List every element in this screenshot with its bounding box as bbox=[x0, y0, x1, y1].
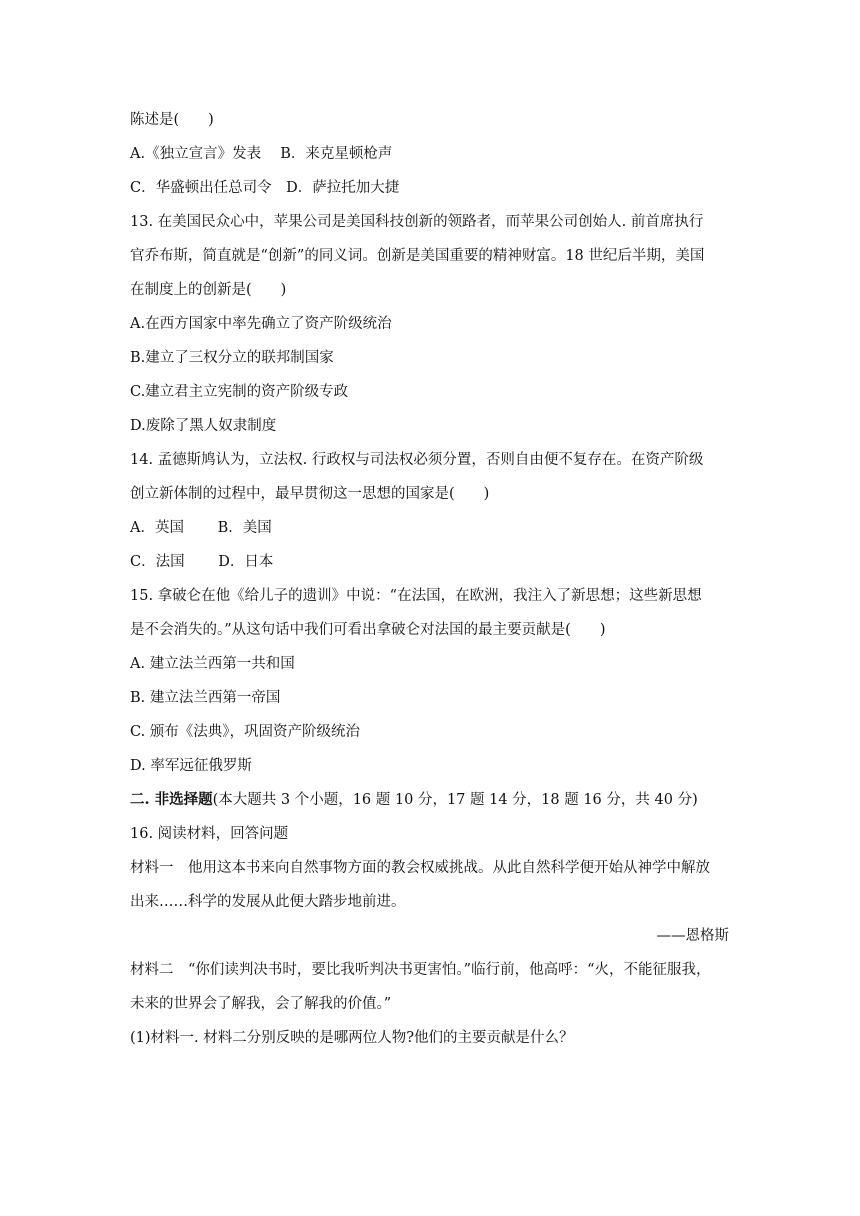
q14-options-cd: C．法国 D．日本 bbox=[130, 554, 274, 570]
q13-stem-line-2: 官乔布斯，简直就是“创新”的同义词。创新是美国重要的精神财富。18 世纪后半期，美国 bbox=[130, 248, 705, 264]
q16-instruction: 16. 阅读材料，回答问题 bbox=[130, 826, 289, 842]
q14-stem-line-1: 14. 孟德斯鸠认为，立法权. 行政权与司法权必须分置，否则自由便不复存在。在资产阶级 bbox=[130, 452, 704, 468]
q15-option-b: B. 建立法兰西第一帝国 bbox=[130, 690, 281, 706]
section-heading-title: 二. 非选择题 bbox=[130, 791, 213, 808]
q13-stem-line-3: 在制度上的创新是( ) bbox=[130, 282, 287, 298]
q12-options-ab: A.《独立宣言》发表 B．来克星顿枪声 bbox=[130, 146, 393, 162]
q14-options-ab: A．英国 B．美国 bbox=[130, 520, 272, 536]
q15-stem-line-1: 15. 拿破仑在他《给儿子的遗训》中说：“在法国，在欧洲，我注入了新思想；这些新思想 bbox=[130, 588, 702, 604]
section-heading bbox=[130, 790, 698, 810]
section-heading-note: (本大题共 3 个小题，16 题 10 分，17 题 14 分，18 题 16 分，共 40 分) bbox=[212, 792, 698, 808]
q13-option-a: A.在西方国家中率先确立了资产阶级统治 bbox=[130, 316, 392, 332]
material-2-line-2: 未来的世界会了解我，会了解我的价值。” bbox=[130, 996, 392, 1012]
q13-option-c: C.建立君主立宪制的资产阶级专政 bbox=[130, 384, 349, 400]
q14-stem-line-2: 创立新体制的过程中，最早贯彻这一思想的国家是( ) bbox=[130, 486, 490, 502]
material-1-attribution: ——恩格斯 bbox=[656, 928, 729, 944]
material-1-line-1: 材料一 他用这本书来向自然事物方面的教会权威挑战。从此自然科学便开始从神学中解放 bbox=[130, 860, 710, 876]
q16-subquestion-1: (1)材料一. 材料二分别反映的是哪两位人物?他们的主要贡献是什么？ bbox=[130, 1030, 574, 1046]
q13-option-b: B.建立了三权分立的联邦制国家 bbox=[130, 350, 334, 366]
q15-stem-line-2: 是不会消失的。”从这句话中我们可看出拿破仑对法国的最主要贡献是( ) bbox=[130, 622, 606, 638]
q15-option-c: C. 颁布《法典》，巩固资产阶级统治 bbox=[130, 724, 361, 740]
q13-stem-line-1: 13. 在美国民众心中，苹果公司是美国科技创新的领路者，而苹果公司创始人. 前首席执行 bbox=[130, 214, 704, 230]
q15-option-a: A. 建立法兰西第一共和国 bbox=[130, 656, 295, 672]
q15-option-d: D. 率军远征俄罗斯 bbox=[130, 758, 252, 774]
q12-stem-tail: 陈述是( ) bbox=[130, 112, 214, 128]
q12-options-cd: C．华盛顿出任总司令 D．萨拉托加大捷 bbox=[130, 180, 400, 196]
q13-option-d: D.废除了黑人奴隶制度 bbox=[130, 418, 277, 434]
material-1-line-2: 出来……科学的发展从此便大踏步地前进。 bbox=[130, 894, 406, 910]
material-2-line-1: 材料二 “你们读判决书时，要比我听判决书更害怕。”临行前，他高呼：“火，不能征服我， bbox=[130, 962, 711, 978]
